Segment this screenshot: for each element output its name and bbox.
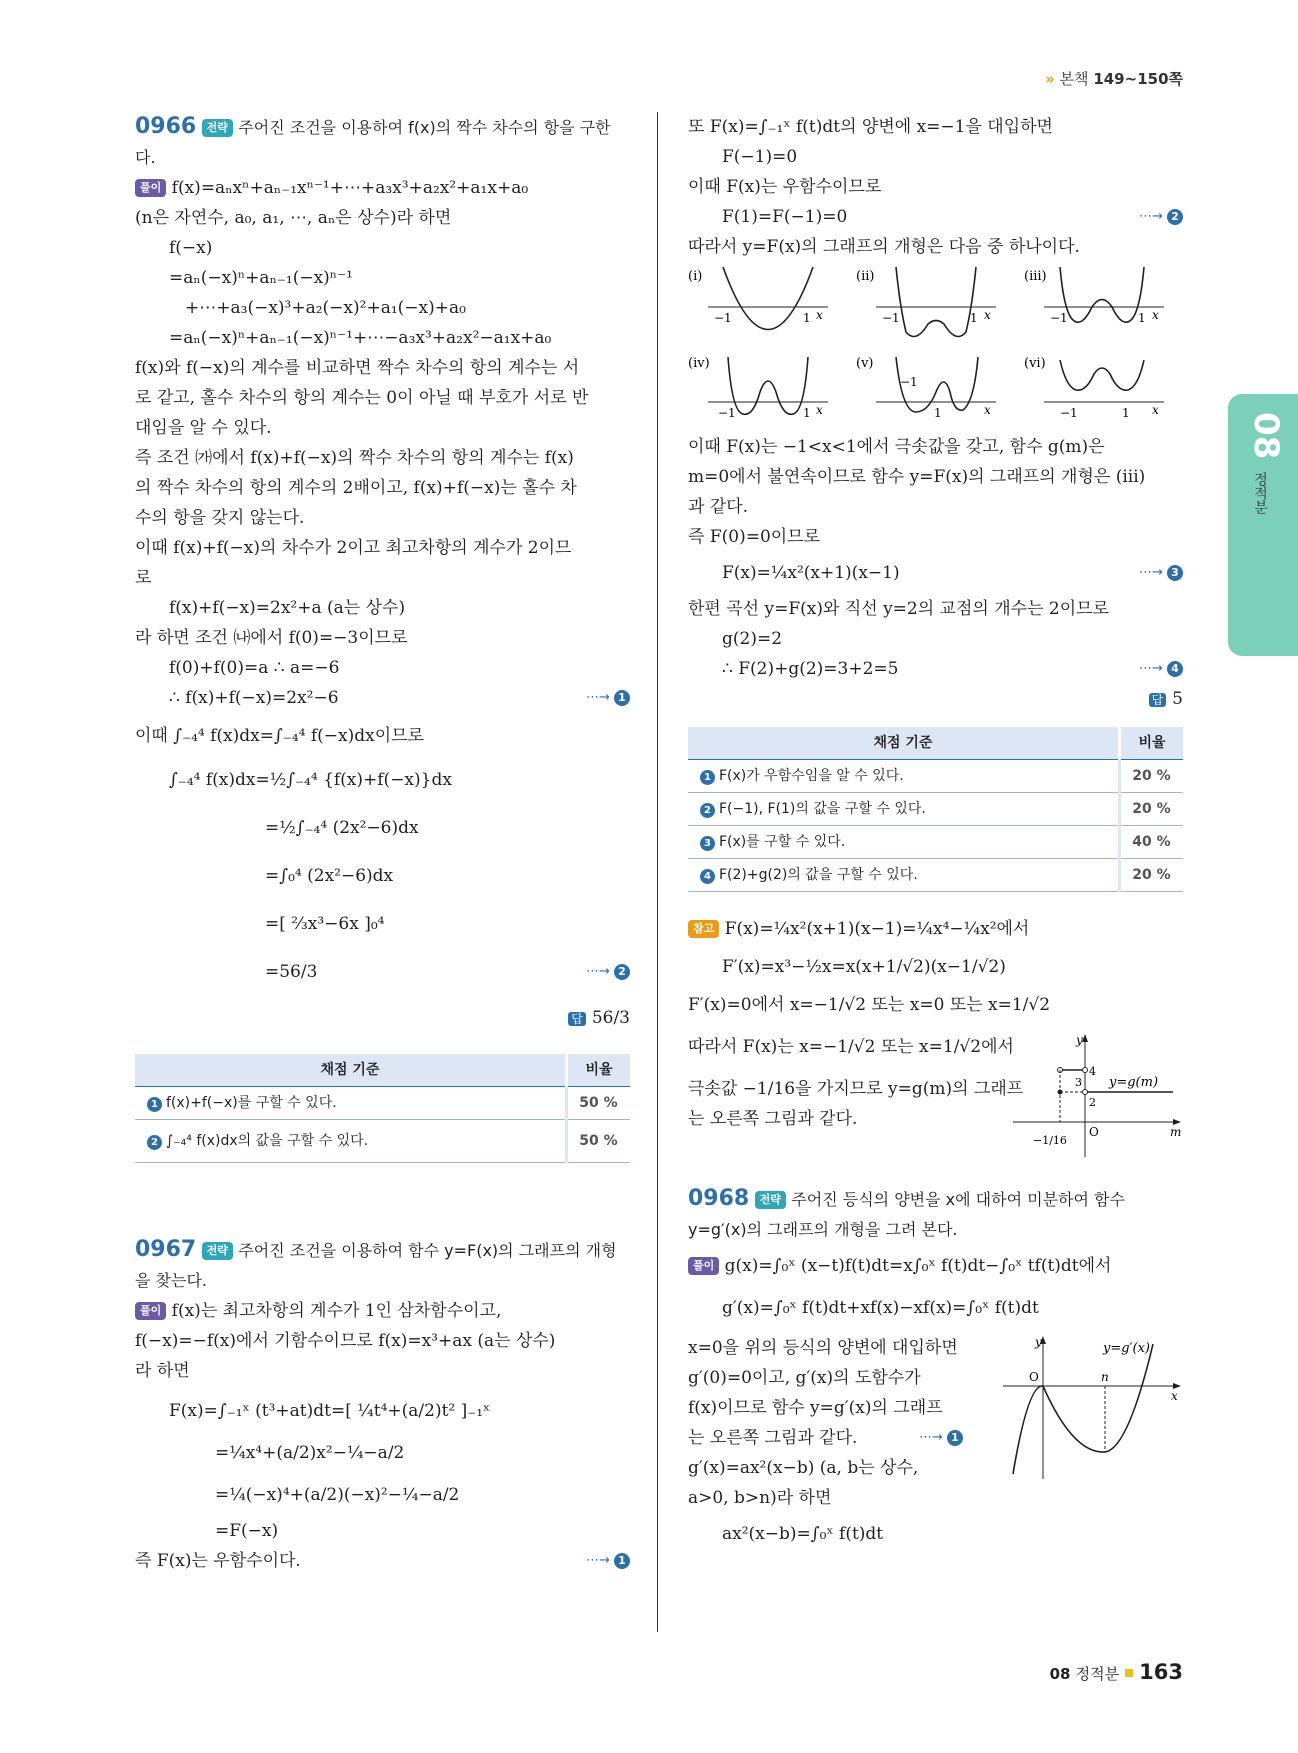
svg-text:3: 3 xyxy=(1075,1076,1082,1089)
table-row: 2 ∫₋₄⁴ f(x)dx의 값을 구할 수 있다. 50 % xyxy=(135,1120,630,1163)
strategy-badge: 전략 xyxy=(202,1242,233,1260)
svg-text:n: n xyxy=(1101,1370,1109,1384)
mark-2: ⋯→ 2 xyxy=(586,957,630,987)
svg-text:−1: −1 xyxy=(900,375,918,389)
mark-1: ⋯→ 1 xyxy=(586,683,630,713)
page-number: 163 xyxy=(1139,1660,1183,1684)
svg-text:−1: −1 xyxy=(714,311,732,325)
right-column: 또 F(x)=∫₋₁ˣ f(t)dt의 양변에 x=−1을 대입하면 F(−1)=0 이때 F(x)는 우함수이므로 F(1)=F(−1)=0 ⋯→ 2 따라서 y=F(x)의 그래프의 개형은 다음 중 하나이다. (i) −1 1 x (ii) −1 1 x (iii) −1 1 x (iv) −1 1 x (v) −1 1 x (vi) −1 1 x 이때 F(x)는 −1<x<1에서 극솟값을 갖고, 함수 g(m)은 m=0에서 불연속이므로 함수 y=F(x)의 그래프의 개형은 (iii) 과 같다. 즉 F(0)=0이므로 F(x)=¼x²(x+1)(x−1) ⋯→ 3 한편 곡선 y=F(x)와 직선 y=2의 교점의 개수는 2이므로 g(2)=2 ∴ F(2)+g(2)=3+2=5 ⋯→ 4 답 5 채점 기준 비율 1 F(x)가 우함수임을 알 수 있다. 20 % 2 F(−1), F(1)의 값을 구할 수 있다. 20 % 3 F(x)를 구할 수 있다. 40 % 4 F(2)+g(2)의 값을 구할 수 있다. 20 % 참고 F(x)=¼x²(x+1)(x−1)=¼x⁴−¼x²에서 F′(x)=x³−½x=x(x+1/√2)(x−1/√2) F′(x)=0에서 x=−1/√2 또는 x=0 또는 x=1/√2 따라서 F(x)는 x=−1/√2 또는 x=1/√2에서 극솟값 −1/16을 가지므로 y=g(m)의 그래프 는 오른쪽 그림과 같다. y m O 4 3 2 y=g(m) −1/16 0968 전략 주어진 등식의 양변을 x에 대하여 미분하여 함수 y=g′(x)의 그래프의 개형을 그려 본다. 풀이 g(x)=∫₀ˣ (x−t)f(t)dt=x∫₀ˣ f(t)dt−∫₀ˣ tf(t)dt에서 g′(x)=∫₀ˣ f(t)dt+xf(x)−xf(x)=∫₀ˣ f(t)dt x=0을 위의 등식의 양변에 대입하면 g′(0)=0이고, g′(x)의 도함수가 f(x)이므로 함수 y=g′(x)의 그래프 는 오른쪽 그림과 같다. ⋯→ 1 g′(x)=ax²(x−b) (a, b는 상수, a>0, b>n)라 하면 ax²(x−b)=∫₀ˣ f(t)dt y x O n y=g′(x) xyxy=(688,112,1183,1549)
svg-text:1: 1 xyxy=(803,311,811,325)
graph-i xyxy=(688,267,828,330)
svg-text:m: m xyxy=(1170,1125,1182,1139)
svg-text:−1: −1 xyxy=(1050,311,1068,325)
answer: 답 56/3 xyxy=(135,1003,630,1034)
svg-text:O: O xyxy=(1089,1125,1099,1139)
note-badge: 참고 xyxy=(688,920,719,938)
svg-text:x: x xyxy=(984,403,991,417)
svg-text:(iv): (iv) xyxy=(688,356,710,371)
problem-number: 0967 xyxy=(135,1237,197,1262)
chapter-side-tab: 08 정적분 xyxy=(1228,394,1298,656)
table-row: 1 F(x)가 우함수임을 알 수 있다. 20 % xyxy=(688,760,1183,793)
svg-text:1: 1 xyxy=(970,311,978,325)
svg-text:x: x xyxy=(1152,403,1159,417)
graph-iii xyxy=(1024,267,1164,325)
graph-ii xyxy=(856,267,996,337)
problem-0968: 0968 전략 주어진 등식의 양변을 x에 대하여 미분하여 함수 y=g′(x)의 그래프의 개형을 그려 본다. 풀이 g(x)=∫₀ˣ (x−t)f(t)dt=x∫₀ˣ f(t)dt−∫₀ˣ tf(t)dt에서 g′(x)=∫₀ˣ f(t)dt+xf(x)−xf(x)=∫₀ˣ f(t)dt x=0을 위의 등식의 양변에 대입하면 g′(0)=0이고, g′(x)의 도함수가 f(x)이므로 함수 y=g′(x)의 그래프 는 오른쪽 그림과 같다. ⋯→ 1 g′(x)=ax²(x−b) (a, b는 상수, a>0, b>n)라 하면 ax²(x−b)=∫₀ˣ f(t)dt y x O n y=g′(x) xyxy=(688,1184,1183,1549)
problem-number: 0966 xyxy=(135,114,197,139)
svg-text:(ii): (ii) xyxy=(856,269,875,284)
svg-text:x: x xyxy=(984,308,991,322)
table-row: 2 F(−1), F(1)의 값을 구할 수 있다. 20 % xyxy=(688,793,1183,826)
g-m-graph xyxy=(1013,1032,1183,1162)
mark-2: ⋯→ 2 xyxy=(1139,202,1183,232)
table-row: 3 F(x)를 구할 수 있다. 40 % xyxy=(688,826,1183,859)
mark-1: ⋯→ 1 xyxy=(919,1423,963,1453)
svg-text:1: 1 xyxy=(1122,406,1130,420)
svg-text:(iii): (iii) xyxy=(1024,269,1047,284)
svg-text:x: x xyxy=(816,308,823,322)
svg-text:x: x xyxy=(1171,1389,1178,1403)
svg-text:−1: −1 xyxy=(1060,406,1078,420)
strategy-badge: 전략 xyxy=(755,1191,786,1209)
strategy-badge: 전략 xyxy=(202,119,233,137)
svg-text:(vi): (vi) xyxy=(1024,356,1046,371)
table-row: 1 f(x)+f(−x)를 구할 수 있다. 50 % xyxy=(135,1087,630,1120)
svg-text:1: 1 xyxy=(1138,311,1146,325)
solution-badge: 풀이 xyxy=(135,179,166,197)
svg-text:−1: −1 xyxy=(718,406,736,420)
svg-text:1: 1 xyxy=(803,406,811,420)
problem-number: 0968 xyxy=(688,1186,750,1211)
svg-text:x: x xyxy=(1152,308,1159,322)
svg-text:−1/16: −1/16 xyxy=(1033,1134,1067,1147)
strategy-text: 주어진 등식의 양변을 x에 대하여 미분하여 함수 xyxy=(791,1190,1125,1209)
double-chevron-icon: » xyxy=(1045,70,1055,88)
page-footer: 08 정적분 163 xyxy=(1049,1660,1183,1684)
problem-0966: 0966 전략 주어진 조건을 이용하여 f(x)의 짝수 차수의 항을 구한다. 풀이 f(x)=aₙxⁿ+aₙ₋₁xⁿ⁻¹+⋯+a₃x³+a₂x²+a₁x+a₀ (n은 자연수, a₀, a₁, ⋯, aₙ은 상수)라 하면 f(−x) =aₙ(−x)ⁿ+aₙ₋₁(−x)ⁿ⁻¹ +⋯+a₃(−x)³+a₂(−x)²+a₁(−x)+a₀ =aₙ(−x)ⁿ+aₙ₋₁(−x)ⁿ⁻¹+⋯−a₃x³+a₂x²−a₁x+a₀ f(x)와 f(−x)의 계수를 비교하면 짝수 차수의 항의 계수는 서 로 같고, 홀수 차수의 항의 계수는 0이 아닐 때 부호가 서로 반 대임을 알 수 있다. 즉 조건 ㈎에서 f(x)+f(−x)의 짝수 차수의 항의 계수는 f(x) 의 짝수 차수의 항의 계수의 2배이고, f(x)+f(−x)는 홀수 차 수의 항을 갖지 않는다. 이때 f(x)+f(−x)의 차수가 2이고 최고차항의 계수가 2이므 로 f(x)+f(−x)=2x²+a (a는 상수) 라 하면 조건 ㈏에서 f(0)=−3이므로 f(0)+f(0)=a ∴ a=−6 ∴ f(x)+f(−x)=2x²−6 ⋯→ 1 이때 ∫₋₄⁴ f(x)dx=∫₋₄⁴ f(−x)dx이므로 ∫₋₄⁴ f(x)dx=½∫₋₄⁴ {f(x)+f(−x)}dx =½∫₋₄⁴ (2x²−6)dx =∫₀⁴ (2x²−6)dx =[ ⅔x³−6x ]₀⁴ =56/3 ⋯→ 2 답 56/3 채점 기준 비율 1 f(x)+f(−x)를 구할 수 있다. 50 % 2 ∫₋₄⁴ f(x)dx의 값을 구할 수 있다. 50 % xyxy=(135,112,630,1163)
solution-badge: 풀이 xyxy=(135,1302,166,1320)
solution-badge: 풀이 xyxy=(688,1257,719,1275)
note-section: 참고 F(x)=¼x²(x+1)(x−1)=¼x⁴−¼x²에서 F′(x)=x³−½x=x(x+1/√2)(x−1/√2) F′(x)=0에서 x=−1/√2 또는 x=0 또는 x=1/√2 따라서 F(x)는 x=−1/√2 또는 x=1/√2에서 극솟값 −1/16을 가지므로 y=g(m)의 그래프 는 오른쪽 그림과 같다. y m O 4 3 2 y=g(m) −1/16 xyxy=(688,914,1183,1134)
svg-text:(i): (i) xyxy=(688,269,703,284)
svg-text:1: 1 xyxy=(934,406,942,420)
column-divider xyxy=(657,112,658,1632)
graph-iv xyxy=(688,356,828,420)
mark-4: ⋯→ 4 xyxy=(1139,654,1183,684)
page-header: » 본책 149~150쪽 xyxy=(1045,70,1183,88)
answer: 답 5 xyxy=(688,684,1183,715)
svg-text:y: y xyxy=(1035,1335,1042,1349)
svg-text:(v): (v) xyxy=(856,356,874,371)
svg-text:−1: −1 xyxy=(882,311,900,325)
strategy-text: 주어진 조건을 이용하여 함수 y=F(x)의 그래프의 개형을 찾는다. xyxy=(135,1241,617,1290)
mark-1: ⋯→ 1 xyxy=(586,1546,630,1576)
strategy-text: 주어진 조건을 이용하여 f(x)의 짝수 차수의 항을 구한다. xyxy=(135,118,611,167)
svg-text:O: O xyxy=(1029,1370,1039,1384)
left-column xyxy=(135,112,630,1576)
mark-3: ⋯→ 3 xyxy=(1139,558,1183,588)
problem-0967: 0967 전략 주어진 조건을 이용하여 함수 y=F(x)의 그래프의 개형을 찾는다. 풀이 f(x)는 최고차항의 계수가 1인 삼차함수이고, f(−x)=−f(x)에서 기함수이므로 f(x)=x³+ax (a는 상수) 라 하면 F(x)=∫₋₁ˣ (t³+at)dt=[ ¼t⁴+(a/2)t² ]₋₁ˣ =¼x⁴+(a/2)x²−¼−a/2 =¼(−x)⁴+(a/2)(−x)²−¼−a/2 =F(−x) 즉 F(x)는 우함수이다. ⋯→ 1 xyxy=(135,1235,630,1576)
svg-text:y=g(m): y=g(m) xyxy=(1109,1075,1159,1090)
graph-vi xyxy=(1024,356,1164,420)
g-prime-graph xyxy=(1003,1334,1183,1484)
square-icon xyxy=(1125,1669,1133,1677)
svg-text:2: 2 xyxy=(1089,1096,1096,1109)
candidate-graphs xyxy=(688,262,1183,422)
table-row: 4 F(2)+g(2)의 값을 구할 수 있다. 20 % xyxy=(688,859,1183,892)
svg-text:y: y xyxy=(1076,1033,1083,1047)
grading-table: 채점 기준 비율 1 F(x)가 우함수임을 알 수 있다. 20 % 2 F(−1), F(1)의 값을 구할 수 있다. 20 % 3 F(x)를 구할 수 있다. 40 % 4 F(2)+g(2)의 값을 구할 수 있다. 20 % xyxy=(688,727,1183,892)
graph-v xyxy=(856,356,996,420)
grading-table: 채점 기준 비율 1 f(x)+f(−x)를 구할 수 있다. 50 % 2 ∫₋₄⁴ f(x)dx의 값을 구할 수 있다. 50 % xyxy=(135,1054,630,1163)
svg-text:x: x xyxy=(816,403,823,417)
svg-text:y=g′(x): y=g′(x) xyxy=(1103,1341,1150,1356)
svg-text:4: 4 xyxy=(1089,1065,1096,1078)
